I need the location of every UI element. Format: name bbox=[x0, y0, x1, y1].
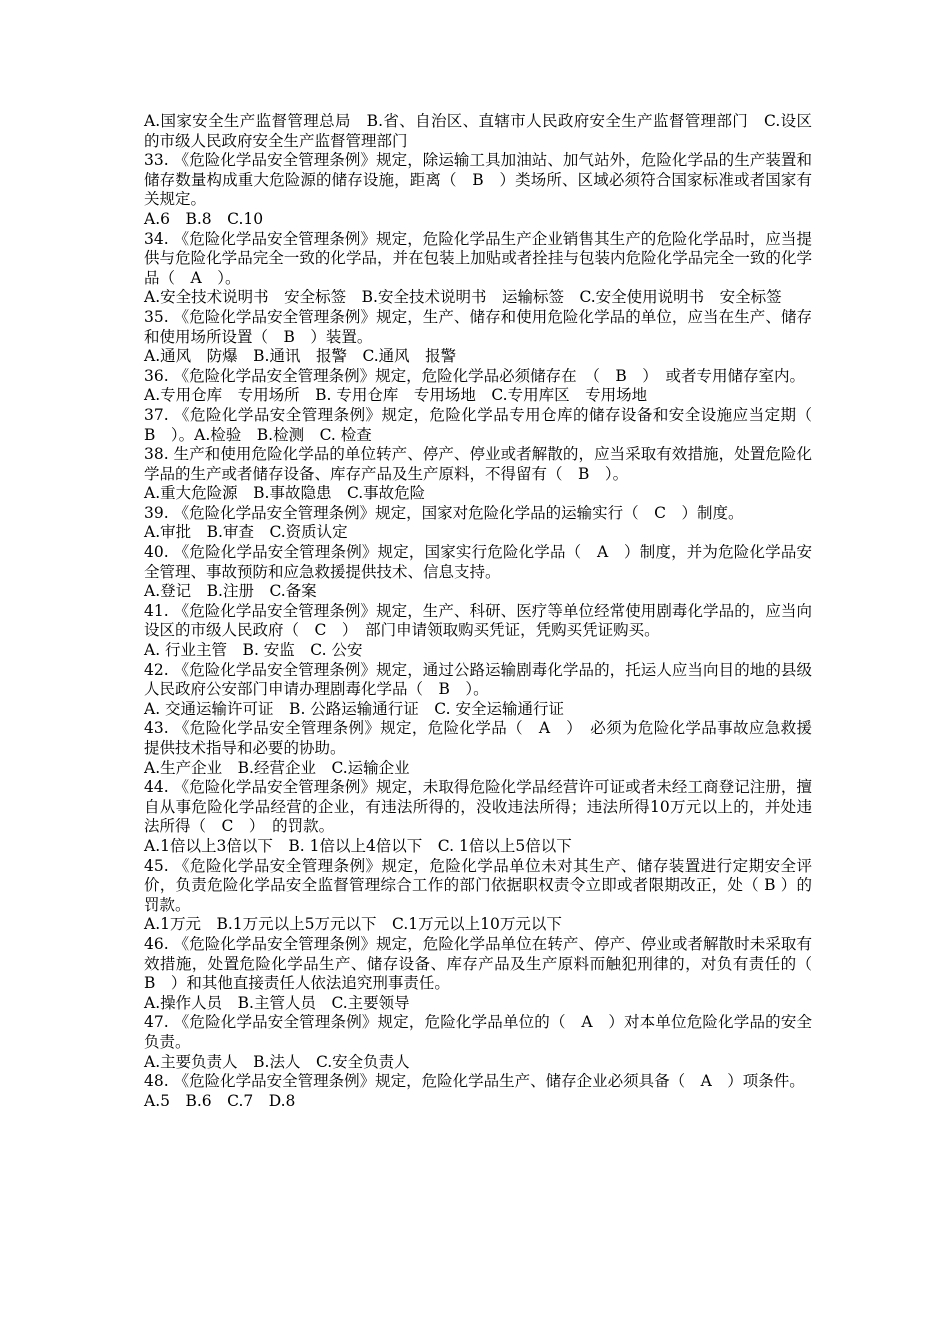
option-line: A.安全技术说明书 安全标签 B.安全技术说明书 运输标签 C.安全使用说明书 安全标签 bbox=[144, 288, 782, 307]
question-36: 36. 《危险化学品安全管理条例》规定，危险化学品必须储存在 （ B ） 或者专用储存室内。 bbox=[144, 366, 805, 385]
option-line: A. 行业主管 B. 安监 C. 公安 bbox=[144, 641, 363, 660]
option-line: A.主要负责人 B.法人 C.安全负责人 bbox=[144, 1052, 410, 1071]
option-line: A.专用仓库 专用场所 B. 专用仓库 专用场地 C.专用库区 专用场地 bbox=[144, 386, 648, 405]
question-48: 48. 《危险化学品安全管理条例》规定，危险化学品生产、储存企业必须具备（ A ）项条件。 bbox=[144, 1072, 805, 1091]
option-line: A.审批 B.审查 C.资质认定 bbox=[144, 523, 348, 542]
option-line: A. 交通运输许可证 B. 公路运输通行证 C. 安全运输通行证 bbox=[144, 699, 564, 718]
option-line: A.操作人员 B.主管人员 C.主要领导 bbox=[144, 993, 410, 1012]
option-line: A.国家安全生产监督管理总局 B.省、自治区、直辖市人民政府安全生产监督管理部门 C.设区的市级人民政府安全生产监督管理部门 bbox=[144, 112, 812, 150]
question-38: 38. 生产和使用危险化学品的单位转产、停产、停业或者解散的，应当采取有效措施，处置危险化学品的生产或者储存设备、库存产品及生产原料，不得留有（ B ）。 bbox=[144, 445, 812, 483]
question-39: 39. 《危险化学品安全管理条例》规定，国家对危险化学品的运输实行（ C ）制度。 bbox=[144, 503, 744, 522]
question-44: 44. 《危险化学品安全管理条例》规定，未取得危险化学品经营许可证或者未经工商登记注册，擅自从事危险化学品经营的企业，有违法所得的，没收违法所得；违法所得10万元以上的，并处违法所得（ C ） 的罚款。 bbox=[144, 778, 812, 836]
question-33: 33. 《危险化学品安全管理条例》规定，除运输工具加油站、加气站外，危险化学品的生产装置和储存数量构成重大危险源的储存设施，距离（ B ）类场所、区域必须符合国家标准或者国家有关规定。 bbox=[144, 151, 812, 209]
question-37: 37. 《危险化学品安全管理条例》规定，危险化学品专用仓库的储存设备和安全设施应当定期（ B ）。A.检验 B.检测 C. 检查 bbox=[144, 405, 828, 444]
question-42: 42. 《危险化学品安全管理条例》规定，通过公路运输剧毒化学品的，托运人应当向目的地的县级人民政府公安部门申请办理剧毒化学品（ B ）。 bbox=[144, 660, 812, 699]
question-46: 46. 《危险化学品安全管理条例》规定，危险化学品单位在转产、停产、停业或者解散时未采取有效措施，处置危险化学品生产、储存设备、库存产品及生产原料而触犯刑律的，对负有责任的（ B ）和其他直接责任人依法追究刑事责任。 bbox=[144, 934, 828, 993]
question-35: 35. 《危险化学品安全管理条例》规定，生产、储存和使用危险化学品的单位，应当在生产、储存和使用场所设置（ B ）装置。 bbox=[144, 307, 812, 346]
option-line: A.1万元 B.1万元以上5万元以下 C.1万元以上10万元以下 bbox=[144, 915, 562, 934]
option-line: A.5 B.6 C.7 D.8 bbox=[144, 1091, 296, 1110]
option-line: A.重大危险源 B.事故隐患 C.事故危险 bbox=[144, 484, 426, 503]
question-47: 47. 《危险化学品安全管理条例》规定，危险化学品单位的（ A ）对本单位危险化学品的安全负责。 bbox=[144, 1013, 812, 1051]
question-34: 34. 《危险化学品安全管理条例》规定，危险化学品生产企业销售其生产的危险化学品时，应当提供与危险化学品完全一致的化学品，并在包装上加贴或者拴挂与包装内危险化学品完全一致的化学品（ A ）。 bbox=[144, 229, 812, 287]
question-45: 45. 《危险化学品安全管理条例》规定，危险化学品单位未对其生产、储存装置进行定期安全评价，负责危险化学品安全监督管理综合工作的部门依据职权责令立即或者限期改正，处（ B ）的罚款。 bbox=[144, 856, 812, 914]
option-line: A.6 B.8 C.10 bbox=[144, 209, 264, 228]
option-line: A.登记 B.注册 C.备案 bbox=[144, 582, 317, 601]
option-line: A.通风 防爆 B.通讯 报警 C.通风 报警 bbox=[144, 347, 457, 366]
option-line: A.1倍以上3倍以下 B. 1倍以上4倍以下 C. 1倍以上5倍以下 bbox=[144, 836, 572, 855]
option-line: A.生产企业 B.经营企业 C.运输企业 bbox=[144, 758, 410, 777]
question-41: 41. 《危险化学品安全管理条例》规定，生产、科研、医疗等单位经常使用剧毒化学品的，应当向设区的市级人民政府（ C ） 部门申请领取购买凭证，凭购买凭证购买。 bbox=[144, 601, 812, 640]
document-body bbox=[144, 112, 828, 1111]
question-40: 40. 《危险化学品安全管理条例》规定，国家实行危险化学品（ A ）制度，并为危险化学品安全管理、事故预防和应急救援提供技术、信息支持。 bbox=[144, 543, 812, 581]
question-43: 43. 《危险化学品安全管理条例》规定，危险化学品（ A ） 必须为危险化学品事故应急救援提供技术指导和必要的协助。 bbox=[144, 719, 812, 757]
